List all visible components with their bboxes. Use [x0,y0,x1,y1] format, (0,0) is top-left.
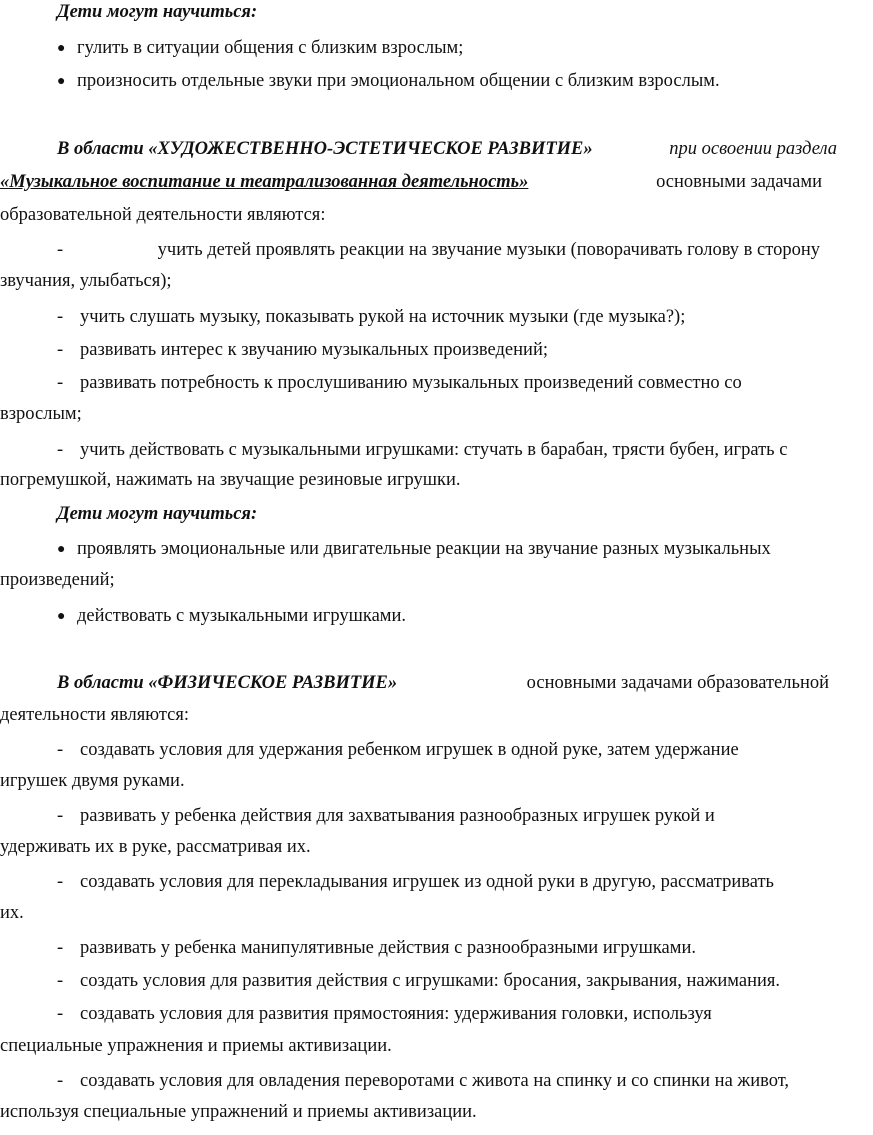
task-item [57,305,873,329]
task-text-cont: звучания, улыбаться); [0,271,172,291]
art-area-title: В области «ХУДОЖЕСТВЕННО-ЭСТЕТИЧЕСКОЕ РАЗВИТИЕ» [57,139,593,159]
task-text: создавать условия для овладения переворотами с живота на спинку и со спинки на живот, [80,1071,790,1091]
task-text: развивать у ребенка действия для захватывания разнообразных игрушек рукой и [80,806,715,826]
task-text: развивать у ребенка манипулятивные действия с разнообразными игрушками. [80,938,696,958]
bullet-icon: ● [57,542,66,557]
dash-marker: - [57,806,64,826]
art-intro-line [57,137,837,161]
bullet-text: действовать с музыкальными игрушками. [77,606,407,626]
bullet-icon: ● [57,609,66,624]
phys-area-title: В области «ФИЗИЧЕСКОЕ РАЗВИТИЕ» [57,673,398,693]
dash-marker: - [57,240,64,260]
dash-marker: - [57,872,64,892]
phys-intro-line [57,671,829,695]
task-text-cont: их. [0,903,24,923]
task-text: создавать условия для перекладывания игрушек из одной руки в другую, рассматривать [80,872,774,892]
art-intro-cont: образовательной деятельности являются: [0,205,326,225]
bullet-icon: ● [57,74,66,89]
task-item [57,1069,873,1093]
task-item [57,1002,873,1026]
dash-marker: - [57,1004,64,1024]
task-item [57,371,873,395]
bullet-item [57,36,873,60]
dash-marker: - [57,340,64,360]
task-text-cont: специальные упражнения и приемы активизации. [0,1036,392,1056]
task-item [57,969,873,993]
task-text: создавать условия для развития прямостояния: удерживания головки, используя [80,1004,712,1024]
bullet-item [57,537,873,561]
task-text: учить детей проявлять реакции на звучание музыки (поворачивать голову в сторону [157,240,820,260]
phys-intro-cont: деятельности являются: [0,705,190,725]
dash-marker: - [57,938,64,958]
task-text-cont: погремушкой, нажимать на звучащие резиновые игрушки. [0,470,461,490]
bullet-item [57,69,873,93]
dash-marker: - [57,1071,64,1091]
task-item [57,238,820,262]
section-heading: Дети могут научиться: [57,2,258,22]
dash-marker: - [57,971,64,991]
task-text: развивать потребность к прослушиванию музыкальных произведений совместно со [80,373,742,393]
task-text: учить действовать с музыкальными игрушками: стучать в барабан, трясти бубен, играть с [80,440,788,460]
task-item [57,936,873,960]
task-text-cont: взрослым; [0,404,82,424]
dash-marker: - [57,740,64,760]
task-text-cont: используя специальные упражнений и приемы активизации. [0,1102,477,1122]
task-text: учить слушать музыку, показывать рукой на источник музыки (где музыка?); [80,307,686,327]
music-section-title: «Музыкальное воспитание и театрализованная деятельность» [0,172,529,192]
phys-area-suffix: основными задачами образовательной [526,673,829,693]
art-after-title: основными задачами [656,172,822,192]
task-item [57,438,873,462]
task-item [57,338,873,362]
task-text: создать условия для развития действия с игрушками: бросания, закрывания, нажимания. [80,971,781,991]
dash-marker: - [57,440,64,460]
task-text-cont: игрушек двумя руками. [0,771,185,791]
section-heading: Дети могут научиться: [57,504,258,524]
dash-marker: - [57,373,64,393]
task-item [57,870,873,894]
dash-marker: - [57,307,64,327]
bullet-icon: ● [57,41,66,56]
bullet-text-cont: произведений; [0,570,115,590]
bullet-text: гулить в ситуации общения с близким взрослым; [77,38,464,58]
task-item [57,738,873,762]
art-area-suffix: при освоении раздела [669,139,837,159]
task-text-cont: удерживать их в руке, рассматривая их. [0,837,311,857]
task-item [57,804,873,828]
art-section-line [0,170,822,194]
bullet-item [57,604,873,628]
task-text: развивать интерес к звучанию музыкальных произведений; [80,340,548,360]
task-text: создавать условия для удержания ребенком игрушек в одной руке, затем удержание [80,740,739,760]
bullet-text: произносить отдельные звуки при эмоциональном общении с близким взрослым. [77,71,720,91]
bullet-text: проявлять эмоциональные или двигательные реакции на звучание разных музыкальных [77,539,771,559]
